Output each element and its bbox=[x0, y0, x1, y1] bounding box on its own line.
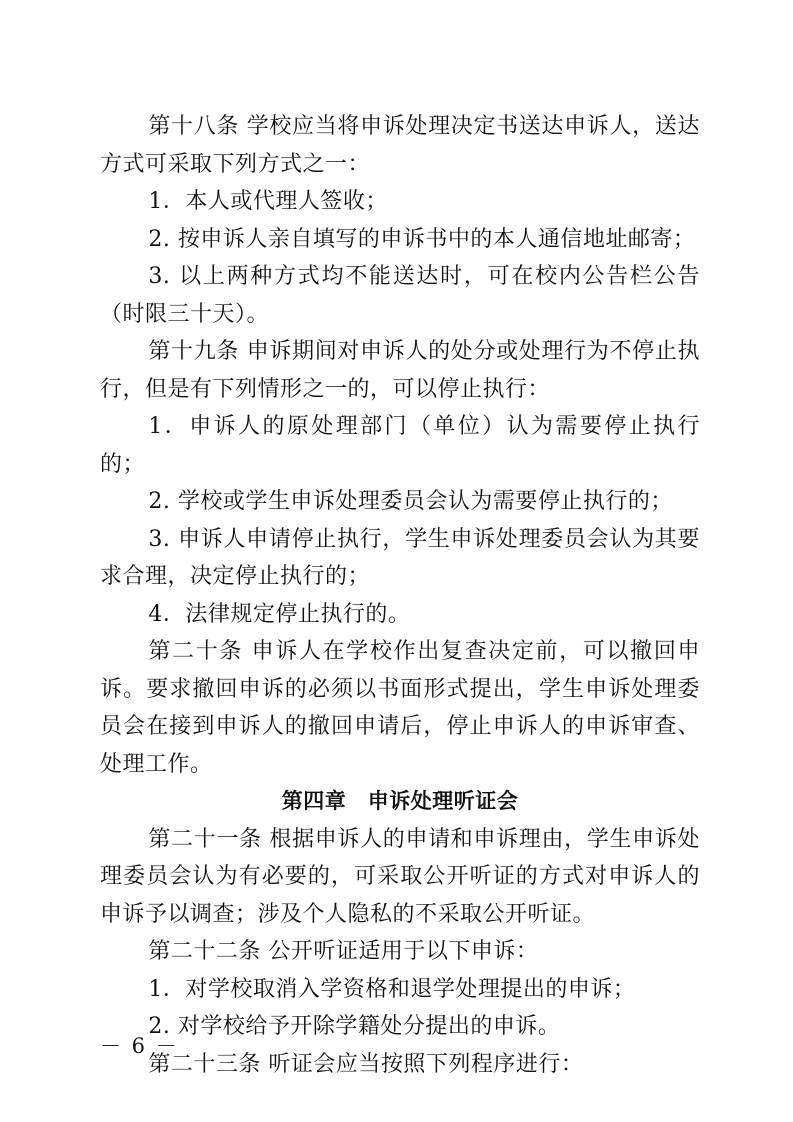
article-18-item-1: 1．本人或代理人签收； bbox=[148, 189, 388, 214]
article-23: 第二十三条 听证会应当按照下列程序进行： bbox=[148, 1051, 584, 1077]
article-19-item-4: 4．法律规定停止执行的。 bbox=[148, 601, 411, 627]
article-18-item-2: 2. 按申诉人亲自填写的申诉书中的本人通信地址邮寄； bbox=[148, 226, 696, 252]
article-19-item-1: 1．申诉人的原处理部门（单位）认为需要停止执行的； bbox=[100, 414, 700, 477]
article-18: 第十八条 学校应当将申诉处理决定书送达申诉人，送达方式可采取下列方式之一： bbox=[100, 114, 700, 177]
article-19-item-2: 2. 学校或学生申诉处理委员会认为需要停止执行的； bbox=[148, 489, 673, 514]
article-22-item-1: 1．对学校取消入学资格和退学处理提出的申诉； bbox=[148, 976, 636, 1002]
article-19: 第十九条 申诉期间对申诉人的处分或处理行为不停止执行，但是有下列情形之一的，可以停止执行： bbox=[100, 339, 700, 402]
article-19-item-3: 3. 申诉人申请停止执行，学生申诉处理委员会认为其要求合理，决定停止执行的； bbox=[100, 526, 700, 589]
chapter-title: 第四章 申诉处理听证会 bbox=[281, 789, 519, 813]
article-22-item-2: 2. 对学校给予开除学籍处分提出的申诉。 bbox=[148, 1014, 561, 1039]
article-21: 第二十一条 根据申诉人的申请和申诉理由，学生申诉处理委员会认为有必要的，可采取公开听证的方式对申诉人的申诉予以调查；涉及个人隐私的不采取公开听证。 bbox=[100, 826, 700, 927]
article-20: 第二十条 申诉人在学校作出复查决定前，可以撤回申诉。要求撤回申诉的必须以书面形式提出，学生申诉处理委员会在接到申诉人的撤回申请后，停止申诉人的申诉审查、处理工作。 bbox=[100, 639, 700, 777]
page-number: － 6 － bbox=[100, 1034, 179, 1058]
article-22: 第二十二条 公开听证适用于以下申诉： bbox=[148, 939, 539, 964]
document-body bbox=[100, 108, 700, 1083]
article-18-item-3: 3. 以上两种方式均不能送达时，可在校内公告栏公告（时限三十天）。 bbox=[100, 264, 700, 327]
